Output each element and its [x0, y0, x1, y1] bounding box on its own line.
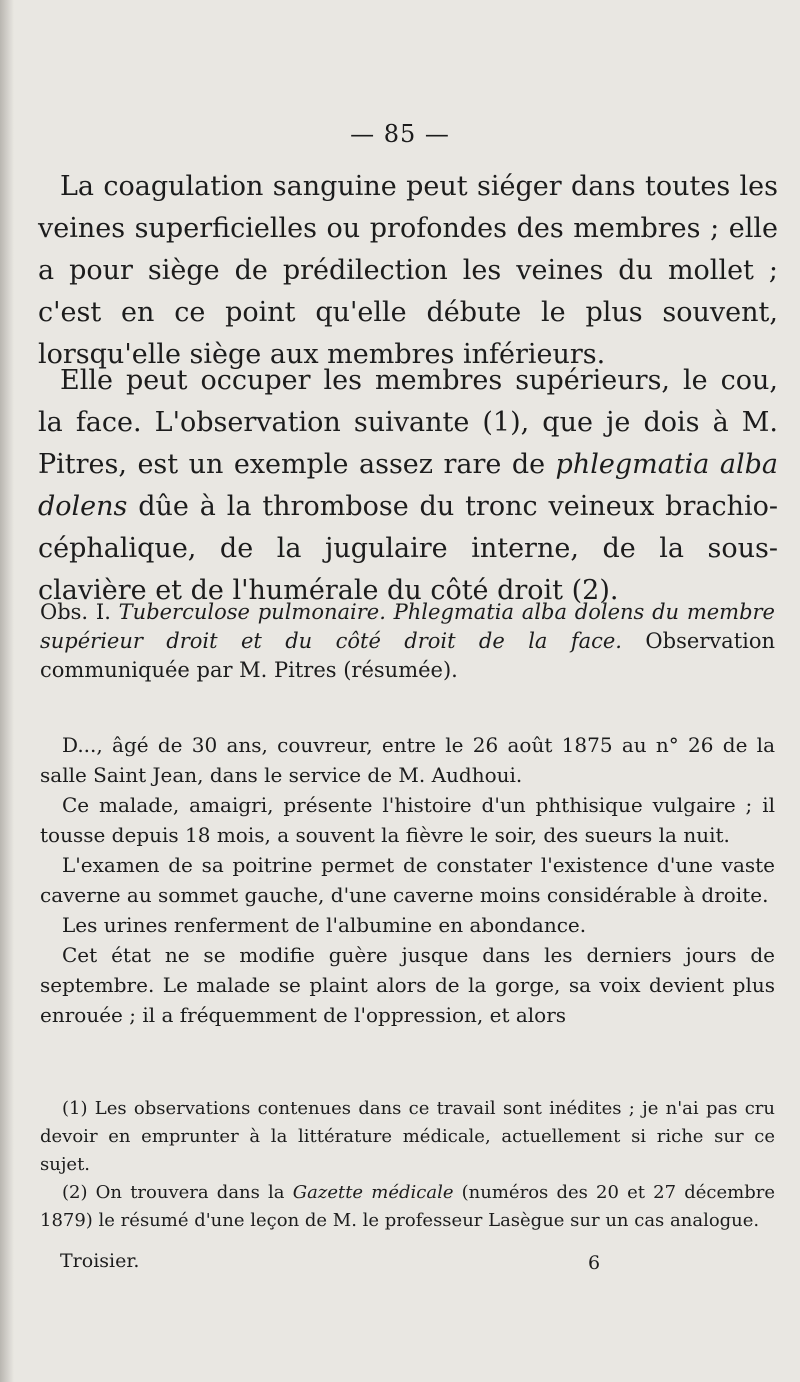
- footnote-2-italic: Gazette médicale: [292, 1182, 454, 1203]
- paragraph-2: [38, 360, 778, 612]
- case-description: [40, 730, 775, 1030]
- footnote-2-text-a: (2) On trouvera dans la: [62, 1182, 293, 1203]
- observation-label: Obs. I.: [40, 600, 111, 624]
- footnotes: [40, 1095, 775, 1235]
- case-paragraph: Cet état ne se modifie guère jusque dans les derniers jours de septembre. Le malade se plaint alors de la gorge, sa voix devient plus enrouée ; il a fréquemment de l'oppression, et alors: [40, 943, 775, 1027]
- paragraph-1-text: La coagulation sanguine peut siéger dans toutes les veines superficielles ou profondes des membres ; elle a pour siège de prédilection les veines du mollet ; c'est en ce point qu'elle débute le plus souvent, lorsqu'elle siège aux membres inférieurs.: [38, 171, 778, 370]
- paragraph-2-text-b: dûe à la thrombose du tronc veineux brachio-céphalique, de la jugulaire interne, de la sous-clavière et de l'humérale du côté droit (2).: [38, 491, 778, 606]
- observation-title: Tuberculose pulmonaire. Phlegmatia alba dolens du membre supérieur droit et du côté droit de la face.: [40, 600, 775, 653]
- case-paragraph: Les urines renferment de l'albumine en abondance.: [62, 913, 587, 937]
- footnote-2-text-b: (numéros des 20 et 27 décembre 1879) le résumé d'une leçon de M. le professeur Lasègue sur un cas analogue.: [40, 1182, 775, 1231]
- paragraph-1: [38, 166, 778, 376]
- sheet-number: 6: [588, 1252, 601, 1274]
- observation-subtitle: Observation communiquée par M. Pitres (résumée).: [40, 629, 776, 682]
- case-paragraph: D..., âgé de 30 ans, couvreur, entre le 26 août 1875 au n° 26 de la salle Saint Jean, dans le service de M. Audhoui.: [40, 733, 775, 787]
- signature: Troisier.: [60, 1250, 140, 1272]
- case-paragraph: Ce malade, amaigri, présente l'histoire d'un phthisique vulgaire ; il tousse depuis 18 mois, a souvent la fièvre le soir, des sueurs la nuit.: [40, 793, 775, 847]
- page-number: — 85 —: [350, 120, 450, 148]
- footnote-1: (1) Les observations contenues dans ce travail sont inédites ; je n'ai pas cru devoir en emprunter à la littérature médicale, actuellement si riche sur ce sujet.: [40, 1098, 775, 1175]
- observation-heading: [40, 598, 775, 685]
- paragraph-2-text-a: Elle peut occuper les membres supérieurs, le cou, la face. L'observation suivante (1), que je dois à M. Pitres, est un exemple assez rare de: [38, 365, 778, 480]
- case-paragraph: L'examen de sa poitrine permet de constater l'existence d'une vaste caverne au sommet gauche, d'une caverne moins considérable à droite.: [40, 853, 775, 907]
- page-edge-shadow: [0, 0, 14, 1382]
- paragraph-2-italic: phlegmatia alba dolens: [38, 449, 778, 522]
